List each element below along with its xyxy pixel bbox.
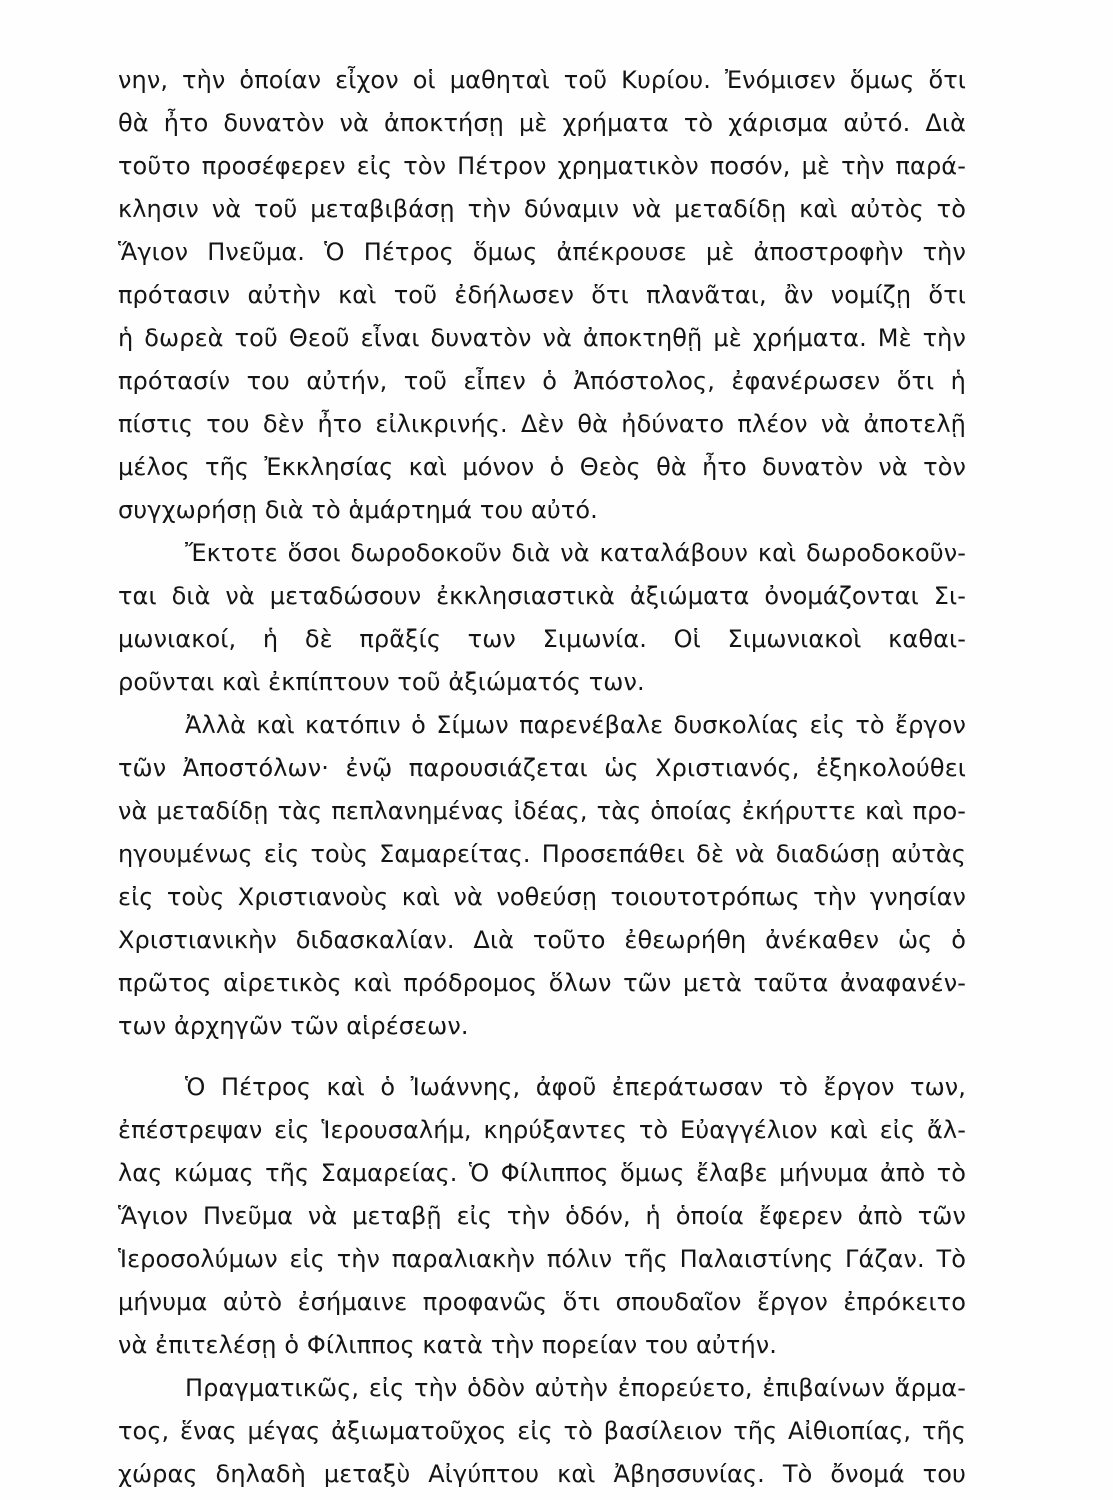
text-line: Ὁ Πέτρος καὶ ὁ Ἰωάννης, ἀφοῦ ἐπεράτωσαν τὸ ἔργον των, bbox=[185, 1073, 966, 1101]
text-line: κλησιν νὰ τοῦ μεταβιβάσῃ τὴν δύναμιν νὰ μεταδίδῃ καὶ αὐτὸς τὸ bbox=[118, 195, 966, 223]
text-line: Ἀλλὰ καὶ κατόπιν ὁ Σίμων παρενέβαλε δυσκολίας εἰς τὸ ἔργον bbox=[185, 711, 966, 739]
text-line: εἰς τοὺς Χριστιανοὺς καὶ νὰ νοθεύσῃ τοιουτοτρόπως τὴν γνησίαν bbox=[118, 883, 966, 911]
text-line: πρῶτος αἱρετικὸς καὶ πρόδρομος ὅλων τῶν μετὰ ταῦτα ἀναφανέν- bbox=[118, 969, 966, 997]
text-line: μωνιακοί, ἡ δὲ πρᾶξίς των Σιμωνία. Οἱ Σιμωνιακοὶ καθαι- bbox=[118, 625, 966, 653]
text-line: χώρας δηλαδὴ μεταξὺ Αἰγύπτου καὶ Ἀβησσυνίας. Τὸ ὄνομά του bbox=[118, 1460, 966, 1488]
text-line: μέλος τῆς Ἐκκλησίας καὶ μόνον ὁ Θεὸς θὰ ἦτο δυνατὸν νὰ τὸν bbox=[118, 453, 966, 481]
text-line: Ἔκτοτε ὅσοι δωροδοκοῦν διὰ νὰ καταλάβουν καὶ δωροδοκοῦν- bbox=[185, 539, 966, 567]
text-line: τος, ἕνας μέγας ἀξιωματοῦχος εἰς τὸ βασίλειον τῆς Αἰθιοπίας, τῆς bbox=[118, 1417, 966, 1445]
text-line: νὰ μεταδίδῃ τὰς πεπλανημένας ἰδέας, τὰς ὁποίας ἐκήρυττε καὶ προ- bbox=[118, 797, 966, 825]
text-line: ἡ δωρεὰ τοῦ Θεοῦ εἶναι δυνατὸν νὰ ἀποκτηθῇ μὲ χρήματα. Μὲ τὴν bbox=[118, 324, 966, 352]
text-line: ηγουμένως εἰς τοὺς Σαμαρείτας. Προσεπάθει δὲ νὰ διαδώσῃ αὐτὰς bbox=[118, 840, 966, 868]
text-line: Ἅγιον Πνεῦμα νὰ μεταβῇ εἰς τὴν ὁδόν, ἡ ὁποία ἔφερεν ἀπὸ τῶν bbox=[118, 1202, 966, 1230]
text-line: νην, τὴν ὁποίαν εἶχον οἱ μαθηταὶ τοῦ Κυρίου. Ἐνόμισεν ὅμως ὅτι bbox=[118, 66, 966, 94]
text-line: λας κώμας τῆς Σαμαρείας. Ὁ Φίλιππος ὅμως ἔλαβε μήνυμα ἀπὸ τὸ bbox=[118, 1159, 966, 1187]
text-line: Χριστιανικὴν διδασκαλίαν. Διὰ τοῦτο ἐθεωρήθη ἀνέκαθεν ὡς ὁ bbox=[118, 926, 966, 954]
text-line: μήνυμα αὐτὸ ἐσήμαινε προφανῶς ὅτι σπουδαῖον ἔργον ἐπρόκειτο bbox=[118, 1288, 966, 1316]
text-line: συγχωρήσῃ διὰ τὸ ἁμάρτημά του αὐτό. bbox=[118, 496, 598, 524]
text-line: ται διὰ νὰ μεταδώσουν ἐκκλησιαστικὰ ἀξιώματα ὀνομάζονται Σι- bbox=[118, 582, 966, 610]
text-line: τοῦτο προσέφερεν εἰς τὸν Πέτρον χρηματικὸν ποσόν, μὲ τὴν παρά- bbox=[118, 152, 966, 180]
text-line: θὰ ἦτο δυνατὸν νὰ ἀποκτήσῃ μὲ χρήματα τὸ χάρισμα αὐτό. Διὰ bbox=[118, 109, 966, 137]
text-line: πρότασίν του αὐτήν, τοῦ εἶπεν ὁ Ἀπόστολος, ἐφανέρωσεν ὅτι ἡ bbox=[118, 367, 966, 395]
text-line: πρότασιν αὐτὴν καὶ τοῦ ἐδήλωσεν ὅτι πλανᾶται, ἂν νομίζῃ ὅτι bbox=[118, 281, 966, 309]
text-line: ροῦνται καὶ ἐκπίπτουν τοῦ ἀξιώματός των. bbox=[118, 668, 645, 696]
text-line: πίστις του δὲν ἦτο εἰλικρινής. Δὲν θὰ ἠδύνατο πλέον νὰ ἀποτελῇ bbox=[118, 410, 966, 438]
text-line: Πραγματικῶς, εἰς τὴν ὁδὸν αὐτὴν ἐπορεύετο, ἐπιβαίνων ἅρμα- bbox=[185, 1374, 966, 1402]
text-line: νὰ ἐπιτελέσῃ ὁ Φίλιππος κατὰ τὴν πορείαν του αὐτήν. bbox=[118, 1331, 778, 1359]
text-line: των ἀρχηγῶν τῶν αἱρέσεων. bbox=[118, 1012, 469, 1040]
text-line: Ἅγιον Πνεῦμα. Ὁ Πέτρος ὅμως ἀπέκρουσε μὲ ἀποστροφὴν τὴν bbox=[118, 238, 966, 266]
text-line: Ἱεροσολύμων εἰς τὴν παραλιακὴν πόλιν τῆς Παλαιστίνης Γάζαν. Τὸ bbox=[118, 1245, 966, 1273]
text-line: ἐπέστρεψαν εἰς Ἱερουσαλήμ, κηρύξαντες τὸ Εὐαγγέλιον καὶ εἰς ἄλ- bbox=[118, 1116, 966, 1144]
text-line: τῶν Ἀποστόλων· ἐνῷ παρουσιάζεται ὡς Χριστιανός, ἐξηκολούθει bbox=[118, 754, 966, 782]
